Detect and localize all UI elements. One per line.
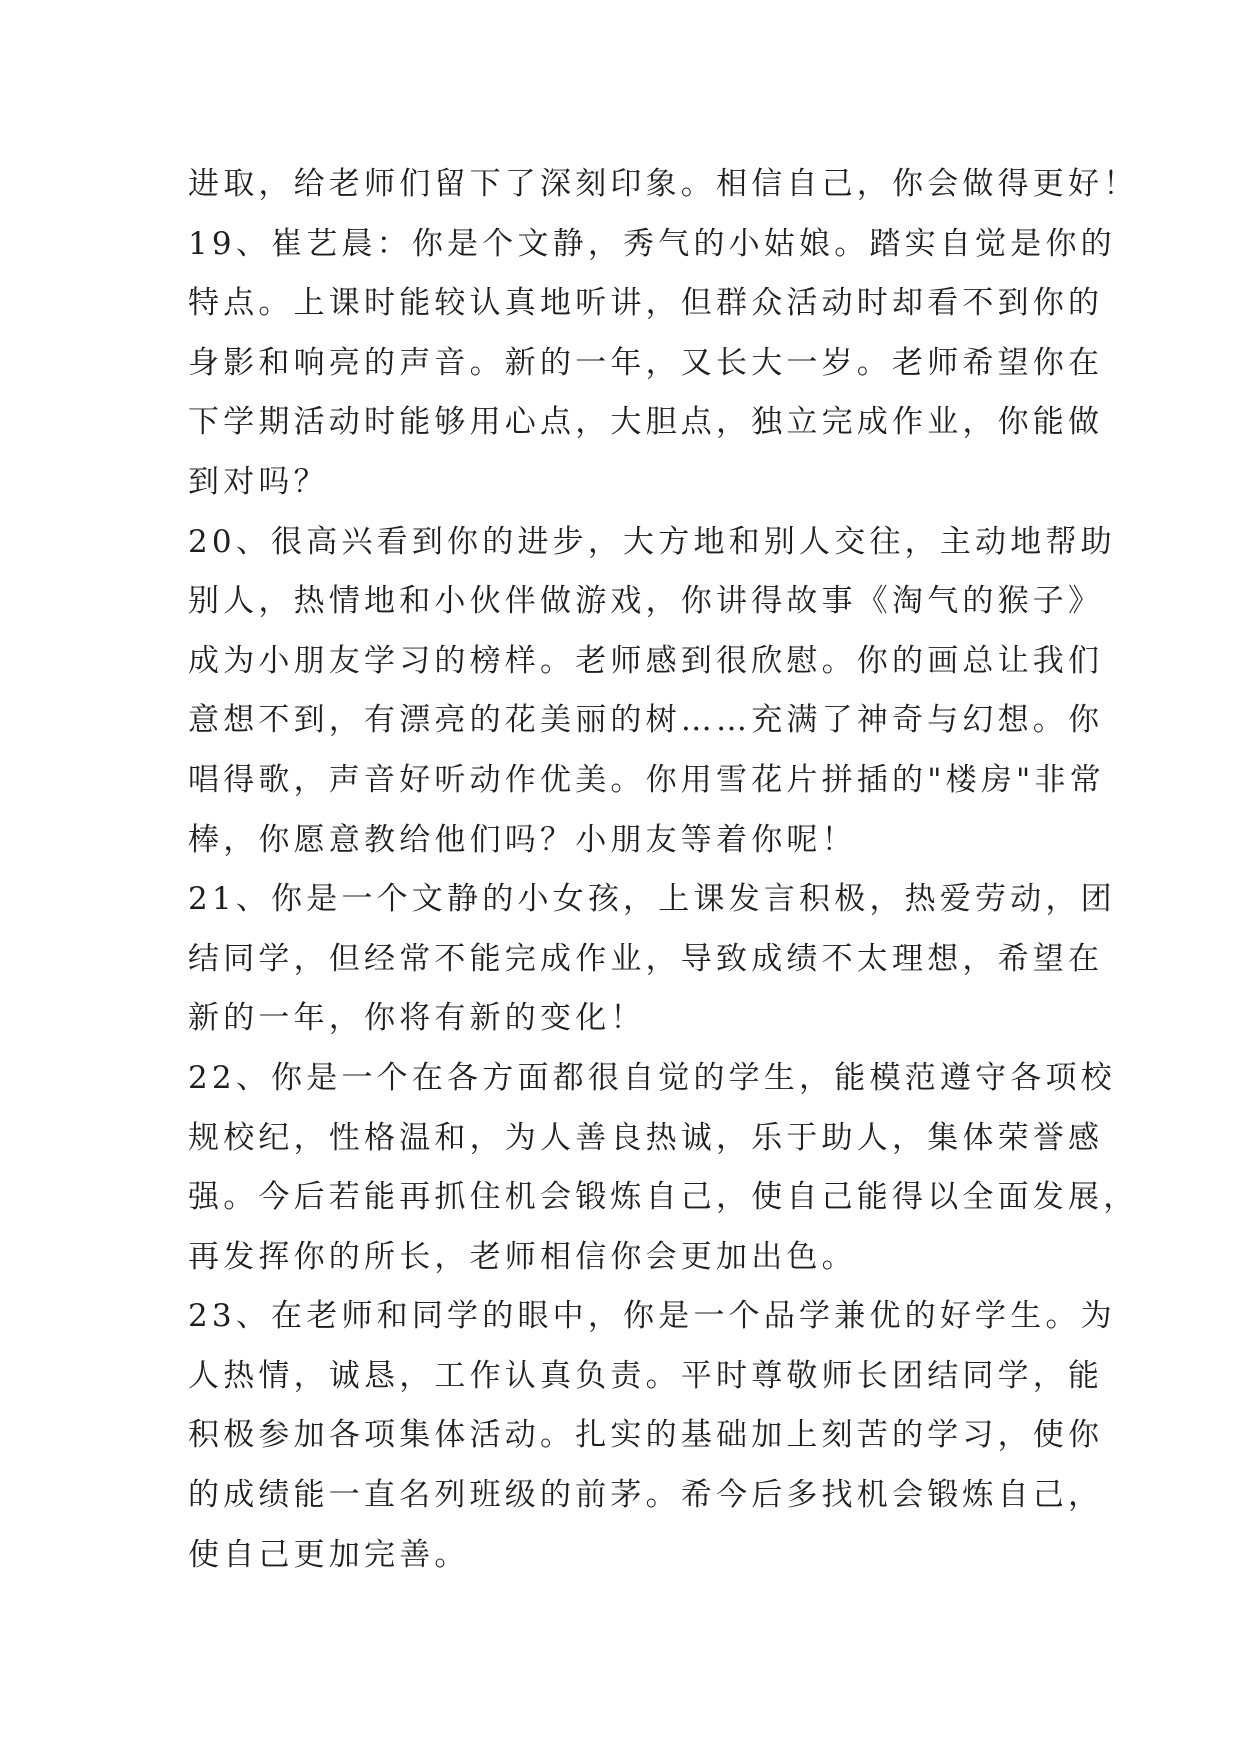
text-line: 新的一年，你将有新的变化！ — [188, 1000, 646, 1037]
text-line: 19、崔艺晨：你是个文静，秀气的小姑娘。踏实自觉是你的 — [188, 225, 1116, 262]
text-line: 22、你是一个在各方面都很自觉的学生，能模范遵守各项校 — [188, 1059, 1116, 1096]
text-line: 棒，你愿意教给他们吗？小朋友等着你呢！ — [188, 821, 857, 858]
text-line: 别人，热情地和小伙伴做游戏，你讲得故事《淘气的猴子》 — [188, 583, 1104, 620]
text-line: 强。今后若能再抓住机会锻炼自己，使自己能得以全面发展， — [188, 1179, 1139, 1216]
document-body — [188, 155, 1139, 1585]
text-line: 21、你是一个文静的小女孩，上课发言积极，热爱劳动，团 — [188, 881, 1116, 918]
text-line: 人热情，诚恳，工作认真负责。平时尊敬师长团结同学，能 — [188, 1357, 1104, 1394]
text-line: 到对吗？ — [188, 463, 329, 500]
text-line: 意想不到，有漂亮的花美丽的树……充满了神奇与幻想。你 — [188, 702, 1104, 739]
text-line: 身影和响亮的声音。新的一年，又长大一岁。老师希望你在 — [188, 344, 1104, 381]
text-line: 积极参加各项集体活动。扎实的基础加上刻苦的学习，使你 — [188, 1417, 1104, 1454]
text-line: 下学期活动时能够用心点，大胆点，独立完成作业，你能做 — [188, 404, 1104, 441]
text-line: 结同学，但经常不能完成作业，导致成绩不太理想，希望在 — [188, 940, 1104, 977]
text-line: 使自己更加完善。 — [188, 1536, 470, 1573]
text-line: 唱得歌，声音好听动作优美。你用雪花片拼插的"楼房"非常 — [188, 761, 1105, 798]
text-line: 特点。上课时能较认真地听讲，但群众活动时却看不到你的 — [188, 285, 1104, 322]
text-line: 20、很高兴看到你的进步，大方地和别人交往，主动地帮助 — [188, 523, 1116, 560]
text-line: 成为小朋友学习的榜样。老师感到很欣慰。你的画总让我们 — [188, 642, 1104, 679]
text-line: 的成绩能一直名列班级的前茅。希今后多找机会锻炼自己， — [188, 1477, 1104, 1514]
text-line: 23、在老师和同学的眼中，你是一个品学兼优的好学生。为 — [188, 1298, 1116, 1335]
text-line: 再发挥你的所长，老师相信你会更加出色。 — [188, 1238, 857, 1275]
text-line: 进取，给老师们留下了深刻印象。相信自己，你会做得更好！ — [188, 166, 1139, 202]
text-line: 规校纪，性格温和，为人善良热诚，乐于助人，集体荣誉感 — [188, 1119, 1104, 1156]
